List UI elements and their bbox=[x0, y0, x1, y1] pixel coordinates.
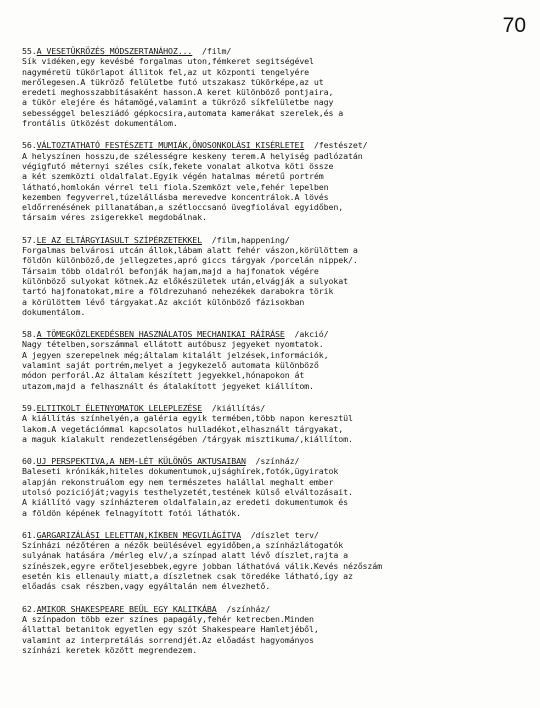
entry-text-line: A színpadon több ezer színes papagály,fehér ketrecben.Minden bbox=[22, 613, 314, 624]
entry-title: A VESETÜKRÖZÉS MÓDSZERTANÁHOZ... bbox=[36, 46, 193, 56]
entry-62 bbox=[22, 604, 522, 655]
entry-title: GARGARIZÁLÁSI LELETTAN,KÍKBEN MEGVILÁGÍTVA bbox=[36, 529, 241, 540]
entry-text-line: valamint az interpretálás sorrendjét.Az előadást hagyományos bbox=[22, 634, 314, 645]
document-body bbox=[22, 46, 522, 667]
entry-title: UJ PERSPEKTIVA,A NEM-LÉT KÜLÖNÖS AKTUSAIBAN bbox=[36, 456, 246, 467]
page-number: 70 bbox=[502, 14, 526, 37]
entry-heading bbox=[22, 530, 522, 540]
entry-60 bbox=[22, 456, 522, 518]
entry-text-line: merőlegesen.A tükröző felületbe futó utszakasz tükörképe,az ut bbox=[22, 76, 324, 87]
entry-59 bbox=[22, 403, 522, 444]
entry-text-line: utolsó pozicióját;vagyis testhelyzetét,testének külső elváltozásait. bbox=[22, 486, 353, 497]
entry-text-line: A jegyen szerepelnek még;általam kitalált jelzések,információk, bbox=[22, 349, 329, 360]
entry-tag: /akció/ bbox=[294, 329, 329, 340]
entry-tag: /díszlet terv/ bbox=[250, 529, 319, 540]
entry-text-line: földön különböző,de jellegzetes,apró giccs tárgyak /porcelán nippek/. bbox=[22, 255, 358, 266]
entry-text-line: Sík vidéken,egy kevésbé forgalmas uton,fémkeret segitségével bbox=[22, 56, 314, 67]
entry-title: AMIKOR SHAKESPEARE BEÜL EGY KALITKÁBA bbox=[36, 603, 217, 614]
entry-text-line: látható,homlokán vérrel teli fiola.Szemközt vele,fehér lepelben bbox=[22, 181, 329, 192]
entry-text-line: A kiállító vagy színházterem oldalfalain,az eredeti dokumentumok és bbox=[22, 497, 348, 508]
entry-text-line: állattal betanitok egyetlen egy szót Shakespeare Hamletjéből, bbox=[22, 624, 319, 635]
entry-56 bbox=[22, 140, 522, 222]
entry-heading bbox=[22, 329, 522, 339]
entry-55 bbox=[22, 46, 522, 128]
entry-title: ELTITKOLT ÉLETNYOMATOK LELEPLEZÉSE bbox=[36, 402, 203, 413]
entry-text-line: esetén kis ellenauly miatt,a díszletnek csak töredéke látható,így az bbox=[22, 571, 353, 582]
entry-tag: /festészet/ bbox=[313, 140, 368, 151]
entry-number: 58. bbox=[22, 329, 37, 340]
entry-heading bbox=[22, 456, 522, 466]
entry-number: 61. bbox=[22, 529, 37, 540]
entry-text-line: Társaim több oldalról befonják hajam,majd a hajfonatok végére bbox=[22, 265, 319, 276]
entry-heading bbox=[22, 403, 522, 413]
entry-number: 55. bbox=[22, 46, 37, 56]
entry-text-line: kezemben fegyverrel,túzelállásba merevedve koncentrálok.A lövés bbox=[22, 191, 329, 202]
entry-text-line: módon perforál.Az általam készített jegyekkel,hónapokon át bbox=[22, 370, 305, 381]
entry-61 bbox=[22, 530, 522, 592]
entry-text-line: előadás csak részben,vagy egyáltalán nem élvezhető. bbox=[22, 581, 271, 592]
entry-57 bbox=[22, 235, 522, 317]
entry-text-line: A kiállítás színhelyén,a galéria egyik termében,több napon keresztül bbox=[22, 413, 353, 424]
entry-text-line: eredeti meghosszabbitásaként hasson.A keret különböző pontjaira, bbox=[22, 87, 334, 98]
entry-title: A TÖMEGKÖZLEKEDÉSBEN HASZNÁLATOS MECHANIKAI RÁÍRÁSE bbox=[36, 329, 285, 340]
entry-heading bbox=[22, 235, 522, 245]
entry-text-line: lakom.A vegetációmmal kapcsolatos hulladékot,elhasznált tárgyakat, bbox=[22, 423, 344, 434]
entry-text-line: végigfutó méternyi széles csík,fekete vonalat alkotva köti össze bbox=[22, 160, 334, 171]
entry-title: LE AZ ELTÁRGYIASULT SZÍPÉRZETEKKEL bbox=[36, 234, 203, 245]
entry-title: VÁLTOZTATHATÓ FESTÉSZETI MUMIÁK,ÖNOSONKOLÁSI KISÉRLETEI bbox=[36, 140, 305, 151]
entry-text-line: tartó hajfonatokat,mire a földrezuhanó nehezékek darabokra törik bbox=[22, 286, 334, 297]
entry-text-line: A helyszínen hosszu,de szélességre keskeny terem.A helyiség padlózatán bbox=[22, 150, 363, 161]
entry-text-line: Nagy tételben,sorszámmal ellátott autóbusz jegyeket nyomtatok. bbox=[22, 339, 324, 350]
entry-text-line: a földön képének felnagyított fotói láthatók. bbox=[22, 507, 241, 518]
entry-text-line: a két szemközti oldalfalat.Egyik végén hatalmas méretű portrém bbox=[22, 171, 324, 182]
entry-text-line: valamint saját portrém,melyet a jegykezelő automata különböző bbox=[22, 360, 319, 371]
entry-58 bbox=[22, 329, 522, 391]
entry-text-line: Forgalmas belvárosi utcán állok,lábam alatt fehér vászon,körülöttem a bbox=[22, 245, 358, 256]
entry-text-line: alapján rekonstruálom egy nem természetes halállal meghalt ember bbox=[22, 476, 334, 487]
entry-text-line: sebességgel belesziádó gépkocsira,automata kamerákat szerelek,és a bbox=[22, 107, 344, 118]
entry-heading bbox=[22, 46, 522, 56]
entry-heading bbox=[22, 604, 522, 614]
entry-tag: /film,happening/ bbox=[211, 234, 290, 245]
entry-text-line: dokumentálom. bbox=[22, 306, 86, 317]
entry-tag: /színház/ bbox=[255, 456, 300, 467]
entry-text-line: társaim véres zsigerekkel megdobálnak. bbox=[22, 212, 207, 223]
entry-tag: /színház/ bbox=[226, 603, 271, 614]
entry-text-line: színészek,egyre erőteljesebbek,egyre jobban láthatóvá válik.Kevés nézőszám bbox=[22, 560, 383, 571]
entry-text-line: színházi keretek között megrendezem. bbox=[22, 644, 198, 655]
entry-text-line: utazom,majd a felhasznált és átalakított jegyeket kiállítom. bbox=[22, 380, 314, 391]
entry-number: 60. bbox=[22, 456, 37, 467]
entry-text-line: különböző sulyokat kötnek.Az előkészületek után,elvágják a sulyokat bbox=[22, 275, 348, 286]
entry-text-line: sulyának hatására /mérleg elv/,a színpad alatt lévő díszlet,rajta a bbox=[22, 550, 348, 561]
entry-text-line: eldőrrenésének pillanatában,a szétloccsanó üvegfiolával egyidőben, bbox=[22, 202, 344, 213]
entry-number: 59. bbox=[22, 402, 37, 413]
entry-text-line: a tükör elejére és hátamögé,valamint a tükröző síkfelületbe nagy bbox=[22, 97, 334, 108]
entry-text-line: nagyméretü tükörlapot állitok fel,az ut központi tengelyére bbox=[22, 66, 310, 77]
entry-text-line: a körülöttem lévő tárgyakat.Az akciót különböző fázisokban bbox=[22, 296, 305, 307]
entry-number: 56. bbox=[22, 140, 37, 151]
entry-text-line: a maguk kialakult rendezetlenségében /tárgyak misztikuma/,kiállítom. bbox=[22, 433, 353, 444]
entry-number: 57. bbox=[22, 234, 37, 245]
entry-tag: /film/ bbox=[202, 46, 232, 56]
entry-text-line: frontális ütközést dokumentálom. bbox=[22, 118, 178, 129]
entry-number: 62. bbox=[22, 603, 37, 614]
entry-heading bbox=[22, 140, 522, 150]
entry-tag: /kiállítás/ bbox=[211, 402, 266, 413]
entry-text-line: Baleseti krónikák,hiteles dokumentumok,ujsághírek,fotók,ügyiratok bbox=[22, 466, 339, 477]
entry-text-line: Színházi nézőtéren a nézők beülésével egyidőben,a színházlátogatók bbox=[22, 540, 344, 551]
